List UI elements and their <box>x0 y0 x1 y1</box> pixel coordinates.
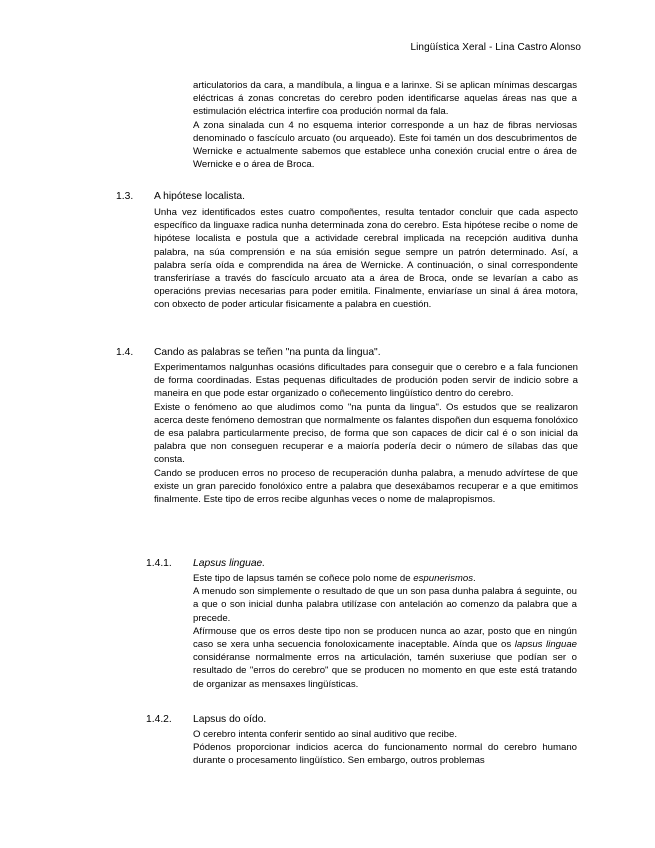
running-header: Lingüística Xeral - Lina Castro Alonso <box>410 42 581 53</box>
intro-paragraph-2: A zona sinalada cun 4 no esquema interior corresponde a un haz de fibras nerviosas denominado o fascículo arcuato (ou arqueado). Este foi tamén un dos descubrimentos de Wernicke e actualmente sabemos que establece unha conexión crucial entre o área de Wernicke e o área de Broca. <box>193 119 577 171</box>
italic-term: espunerismos <box>413 573 473 584</box>
section-number: 1.3. <box>116 191 134 202</box>
section-1-4-paragraph-2: Existe o fenómeno ao que aludimos como "na punta da lingua". Os estudos que se realizaron acerca deste fenómeno demostran que normalmente os falantes dispoñen dun esquema fonolóxico de esa palabra particularmente preciso, de forma que son capaces de dicir cal é o son inicial da palabra que non conseguen recuperar e a maioría podería decir o número de sílabas das que consta. <box>154 401 578 466</box>
section-number: 1.4.2. <box>146 714 172 725</box>
intro-paragraph-1: articulatorios da cara, a mandíbula, a lingua e a larinxe. Si se aplican mínimas descargas eléctricas á zonas concretas do cerebro poden identificarse aquelas áreas nas que a estimulación eléctrica interfire coa produción normal da fala. <box>193 80 577 118</box>
section-1-4-1-body <box>193 572 577 691</box>
text-run: Este tipo de lapsus tamén se coñece polo nome de <box>193 573 414 584</box>
section-title: Lapsus do oído. <box>193 714 267 725</box>
section-1-4-1-paragraph-2: A menudo son simplemente o resultado de que un son pasa dunha palabra á seguinte, ou a que o son inicial dunha palabra utilízase con antelación ao comenzo da palabra que a precede. <box>193 586 577 624</box>
section-number: 1.4. <box>116 347 134 358</box>
section-1-4-2-body <box>193 728 577 768</box>
section-1-4-paragraph-1: Experimentamos nalgunhas ocasións dificultades para conseguir que o cerebro e a fala funcionen de forma coordinadas. Estas pequenas dificultades de produción poden servir de indicio sobre a maneira en que pode estar organizado o coñecemento lingüístico dentro do cerebro. <box>154 362 578 400</box>
section-1-3-paragraph: Unha vez identificados estes cuatro compoñentes, resulta tentador concluir que cada aspecto específico da linguaxe radica nunha determinada zona do cerebro. Esta hipótese recibe o nome de hipótese localista e postula que a actividade cerebral implicada na recepción auditiva dunha palabra, na súa comprensión e na súa emisión segue sempre un patrón determinado. Así, a palabra sería oída e comprendida na área de Wernicke. A continuación, o sinal correspondente transferiríase a través do fascículo arcuato ata a área de Broca, onde se levarían a cabo as operacións previas necesarias para poder emitila. Finalmente, enviaríase un sinal á área motora, con obxecto de poder articular fisicamente a palabra en cuestión. <box>154 207 578 311</box>
section-1-4-paragraph-3: Cando se producen erros no proceso de recuperación dunha palabra, a menudo advírtese de que existe un gran parecido fonolóxico entre a palabra que desexábamos recuperar e a que emitimos finalmente. Este tipo de erros recibe algunhas veces o nome de malapropismos. <box>154 467 578 506</box>
text-run: Afírmouse que os erros deste tipo non se producen nunca ao azar, posto que en ningún caso se xera unha secuencia fonoloxicamente inaceptable. Aínda que os <box>193 625 577 651</box>
section-1-4-2-paragraph-2: Pódenos proporcionar indicios acerca do funcionamento normal do cerebro humano durante o procesamento lingüístico. Sen embargo, outros problemas <box>193 742 577 767</box>
section-title: A hipótese localista. <box>154 191 246 202</box>
section-1-4-body <box>154 361 578 506</box>
section-title: Lapsus linguae. <box>193 558 266 569</box>
section-1-4-1-paragraph-1 <box>193 572 577 585</box>
section-1-4-2-paragraph-1: O cerebro intenta conferir sentido ao sinal auditivo que recibe. <box>193 729 457 740</box>
section-title: Cando as palabras se teñen "na punta da lingua". <box>154 347 381 358</box>
italic-term: lapsus linguae <box>514 639 577 651</box>
section-1-4-1-paragraph-3 <box>193 625 577 691</box>
intro-block <box>193 79 577 171</box>
section-1-3-body <box>154 206 578 312</box>
text-run: considéranse normalmente erros na articulación, tamén suxeriuse que podían ser o resultado de "erros do cerebro" que se producen no momento en que este está tratando de organizar as mensaxes lingüísticas. <box>193 652 577 690</box>
section-number: 1.4.1. <box>146 558 172 569</box>
text-run: . <box>473 573 476 584</box>
